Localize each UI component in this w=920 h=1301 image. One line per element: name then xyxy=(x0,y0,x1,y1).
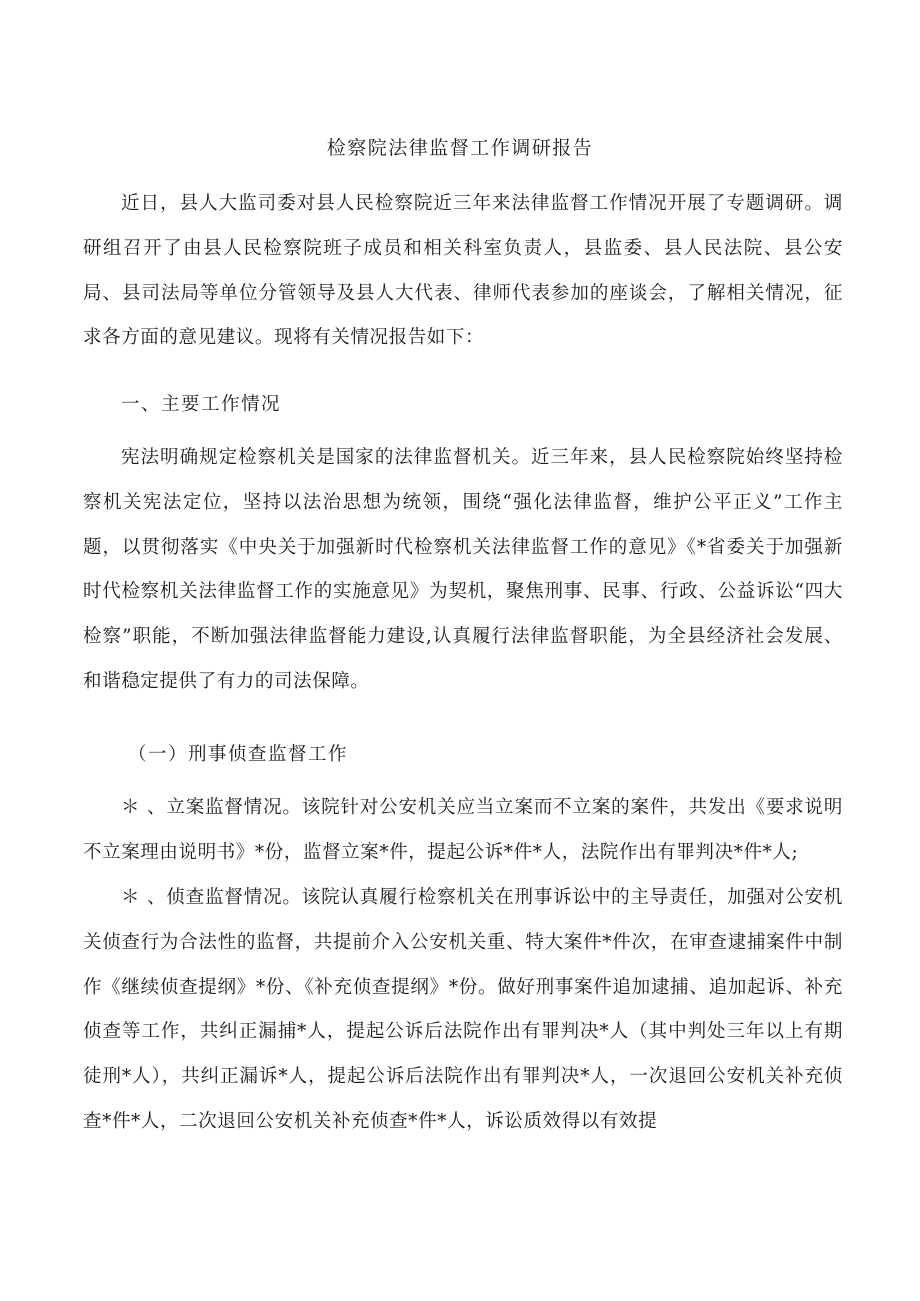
intro-paragraph: 近日，县人大监司委对县人民检察院近三年来法律监督工作情况开展了专题调研。调研组召开了由县人民检察院班子成员和相关科室负责人，县监委、县人民法院、县公安局、县司法局等单位分管领导及县人大代表、律师代表参加的座谈会，了解相关情况，征求各方面的意见建议。现将有关情况报告如下： xyxy=(83,193,843,349)
section-body-paragraph: 宪法明确规定检察机关是国家的法律监督机关。近三年来，县人民检察院始终坚持检察机关宪法定位，坚持以法治思想为统领，围绕“强化法律监督，维护公平正义”工作主题，以贯彻落实《中央关于加强新时代检察机关法律监督工作的意见》《*省委关于加强新时代检察机关法律监督工作的实施意见》为契机，聚焦刑事、民事、行政、公益诉讼“四大检察”职能，不断加强法律监督能力建设,认真履行法律监督职能，为全县经济社会发展、和谐稳定提供了有力的司法保障。 xyxy=(83,447,843,692)
subsection-heading-criminal-investigation: （一）刑事侦查监督工作 xyxy=(128,744,349,765)
document-title: 检察院法律监督工作调研报告 xyxy=(326,137,594,159)
item-investigation-supervision: ＊ 、侦查监督情况。该院认真履行检察机关在刑事诉讼中的主导责任，加强对公安机关侦查行为合法性的监督，共提前介入公安机关重、特大案件*件次，在审查逮捕案件中制作《继续侦查提纲》*份、《补充侦查提纲》*份。做好刑事案件追加逮捕、追加起诉、补充侦查等工作，共纠正漏捕*人，提起公诉后法院作出有罪判决*人（其中判处三年以上有期徒刑*人），共纠正漏诉*人，提起公诉后法院作出有罪判决*人，一次退回公安机关补充侦查*件*人，二次退回公安机关补充侦查*件*人，诉讼质效得以有效提 xyxy=(83,887,843,1132)
section-heading-main-work: 一、主要工作情况 xyxy=(121,394,282,415)
item-filing-supervision: ＊ 、立案监督情况。该院针对公安机关应当立案而不立案的案件，共发出《要求说明不立案理由说明书》*份，监督立案*件，提起公诉*件*人，法院作出有罪判决*件*人; xyxy=(83,797,843,863)
